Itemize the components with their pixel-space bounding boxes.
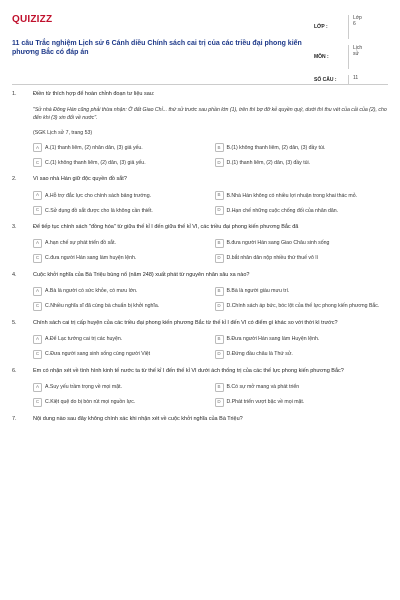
page-header <box>0 0 400 84</box>
meta-panel <box>314 12 392 88</box>
option-text: A.Hỗ trợ đắc lực cho chính sách bảng trướng. <box>45 192 152 199</box>
answer-options <box>33 191 388 215</box>
question-quote: "Sử nhà Đông Hán cũng phải thừa nhận: Ở đất Giao Chỉ... thứ sử trước sau phần lớn (1), trên thì bợ đỡ kẻ quyền quý, dưới thì thu vét của cải của (2), cho đến khi (3) xin đổi về nước". <box>33 106 387 121</box>
question-text: Điền từ thích hợp để hoàn chỉnh đoạn tư liệu sau: <box>33 91 155 97</box>
option-letter-box: A <box>33 335 42 344</box>
option-text: D.Chính sách áp bức, bóc lột của thế lực phong kiến phương Bắc. <box>226 303 380 310</box>
option-text: B.đưa người Hán sang Giao Châu sinh sống <box>226 240 330 247</box>
question-number: 3. <box>12 224 17 230</box>
question-text: Chính sách cai trị cấp huyện của các triều đại phong kiến phương Bắc từ thế kỉ I đến VI có điểm gì khác so với thời kì trước? <box>33 319 338 326</box>
meta-subject <box>314 42 392 72</box>
option-letter-box: B <box>215 383 224 392</box>
question-number: 1. <box>12 91 17 97</box>
answer-option-c[interactable] <box>33 398 207 407</box>
answer-option-a[interactable] <box>33 239 207 248</box>
option-text: A.hạn chế sự phát triển đồ sắt. <box>45 240 116 247</box>
answer-option-a[interactable] <box>33 287 207 296</box>
option-text: D.bắt nhân dân nộp nhiều thứ thuế vô lí <box>226 255 318 262</box>
option-text: B.Đưa người Hán sang làm Huyện lệnh. <box>226 336 320 343</box>
option-letter-box: C <box>33 158 42 167</box>
document-title: 11 câu Trắc nghiệm Lịch sử 6 Cánh diều Chính sách cai trị của các triều đại phong kiến phương Bắc có đáp án <box>12 40 302 57</box>
answer-option-b[interactable] <box>215 383 389 392</box>
answer-option-c[interactable] <box>33 350 207 359</box>
option-text: C.đưa người Hán sang làm huyện lệnh. <box>45 255 137 262</box>
question-7 <box>12 416 388 424</box>
option-text: A.Suy yếu trầm trọng về mọi mặt. <box>45 384 122 391</box>
question-number: 2. <box>12 176 17 183</box>
option-letter-box: C <box>33 206 42 215</box>
option-letter-box: A <box>33 239 42 248</box>
option-letter-box: D <box>215 350 224 359</box>
option-text: B.Nhà Hán không có nhiều lợi nhuận trong khai thác mỏ. <box>226 192 358 199</box>
option-text: B.Bà là người giàu mưu trí. <box>226 288 290 295</box>
option-letter-box: C <box>33 350 42 359</box>
option-letter-box: A <box>33 383 42 392</box>
option-text: B.Có sự mở mang và phát triển <box>226 384 300 391</box>
question-2 <box>12 176 388 215</box>
answer-options <box>33 383 388 407</box>
question-text: Em có nhận xét về tình hình kinh tế nước ta từ thế kỉ I đến thế kỉ VI dưới ách thống trị của các thế lực phong kiến phương Bắc? <box>33 367 344 374</box>
option-text: C.Kiệt quệ do bị bòn rút mọi nguồn lực. <box>45 399 136 406</box>
option-letter-box: B <box>215 143 224 152</box>
option-text: C.Đưa người sang sinh sống cùng người Việt <box>45 351 151 358</box>
answer-option-b[interactable] <box>215 143 389 152</box>
answer-option-b[interactable] <box>215 239 389 248</box>
meta-grade <box>314 12 392 42</box>
option-letter-box: B <box>215 239 224 248</box>
option-letter-box: A <box>33 191 42 200</box>
answer-options <box>33 239 388 263</box>
grade-label: LỚP : <box>314 24 328 30</box>
option-letter-box: D <box>215 398 224 407</box>
option-text: D.Hạn chế những cuộc chống đối của nhân dân. <box>226 207 339 214</box>
question-5 <box>12 320 388 359</box>
option-text: D.(1) thanh liêm, (2) dân, (3) đầy túi. <box>226 159 311 166</box>
option-text: C.Sử dụng đồ sắt được cho là không cần thiết. <box>45 207 153 214</box>
option-letter-box: B <box>215 191 224 200</box>
answer-option-c[interactable] <box>33 206 207 215</box>
answer-option-a[interactable] <box>33 383 207 392</box>
answer-option-b[interactable] <box>215 191 389 200</box>
answer-option-c[interactable] <box>33 302 207 311</box>
question-1 <box>12 91 388 167</box>
answer-option-d[interactable] <box>215 254 389 263</box>
answer-options <box>33 143 388 167</box>
answer-option-a[interactable] <box>33 191 207 200</box>
question-number: 6. <box>12 367 17 374</box>
option-letter-box: D <box>215 302 224 311</box>
option-text: A.Để Lạc tướng cai trị các huyện. <box>45 336 123 343</box>
answer-option-d[interactable] <box>215 158 389 167</box>
answer-option-d[interactable] <box>215 350 389 359</box>
question-text: Vì sao nhà Hán giữ độc quyền đồ sắt? <box>33 176 127 183</box>
answer-option-a[interactable] <box>33 143 207 152</box>
answer-option-d[interactable] <box>215 398 389 407</box>
question-source: (SGK Lịch sử 7, trang 53) <box>33 130 93 137</box>
option-letter-box: D <box>215 206 224 215</box>
answer-option-b[interactable] <box>215 335 389 344</box>
option-text: D.Đứng đầu châu là Thứ sử. <box>226 351 293 358</box>
question-count-value: 11 <box>348 75 358 85</box>
question-3 <box>12 224 388 263</box>
question-count-label: SỐ CÂU : <box>314 77 337 83</box>
option-text: C.(1) không thanh liêm, (2) dân, (3) giả yếu. <box>45 159 146 166</box>
answer-option-d[interactable] <box>215 206 389 215</box>
option-letter-box: D <box>215 254 224 263</box>
option-letter-box: C <box>33 254 42 263</box>
option-text: A.Bà là người có sức khỏe, có mưu lớn. <box>45 288 138 295</box>
option-letter-box: A <box>33 287 42 296</box>
option-text: B.(1) không thanh liêm, (2) dân, (3) đầy túi. <box>226 144 326 151</box>
answer-options <box>33 335 388 359</box>
option-letter-box: C <box>33 302 42 311</box>
option-letter-box: A <box>33 143 42 152</box>
question-text: Nội dung nào sau đây không chính xác khi nhận xét về cuộc khởi nghĩa của Bà Triệu? <box>33 415 243 422</box>
option-text: A.(1) thanh liêm, (2) nhân dân, (3) giả yếu. <box>45 144 143 151</box>
option-letter-box: C <box>33 398 42 407</box>
answer-option-b[interactable] <box>215 287 389 296</box>
question-number: 7. <box>12 415 17 422</box>
quizizz-logo: QUIZIZZ <box>12 14 53 25</box>
answer-option-c[interactable] <box>33 254 207 263</box>
question-4 <box>12 272 388 311</box>
question-6 <box>12 368 388 407</box>
question-list <box>0 85 400 424</box>
question-text: Để tiếp tục chính sách "đồng hóa" từ giữa thế kỉ I đến giữa thế kỉ VI, các triều đại phong kiến phương Bắc đã <box>33 224 299 230</box>
question-text: Cuộc khởi nghĩa của Bà Triệu bùng nổ (năm 248) xuất phát từ nguyên nhân sâu xa nào? <box>33 271 250 278</box>
answer-options <box>33 287 388 311</box>
question-number: 5. <box>12 319 17 326</box>
answer-option-c[interactable] <box>33 158 207 167</box>
answer-option-d[interactable] <box>215 302 389 311</box>
option-letter-box: B <box>215 335 224 344</box>
subject-label: MÔN : <box>314 54 329 60</box>
subject-value: Lịch sử <box>348 45 364 69</box>
meta-question-count <box>314 72 392 88</box>
answer-option-a[interactable] <box>33 335 207 344</box>
option-text: C.Nhiều nghĩa sĩ đã cùng bà chuẩn bị khởi nghĩa. <box>45 303 160 310</box>
question-number: 4. <box>12 271 17 278</box>
option-letter-box: D <box>215 158 224 167</box>
option-letter-box: B <box>215 287 224 296</box>
option-text: D.Phát triển vượt bậc về mọi mặt. <box>226 399 305 406</box>
grade-value: Lớp 6 <box>348 15 364 39</box>
